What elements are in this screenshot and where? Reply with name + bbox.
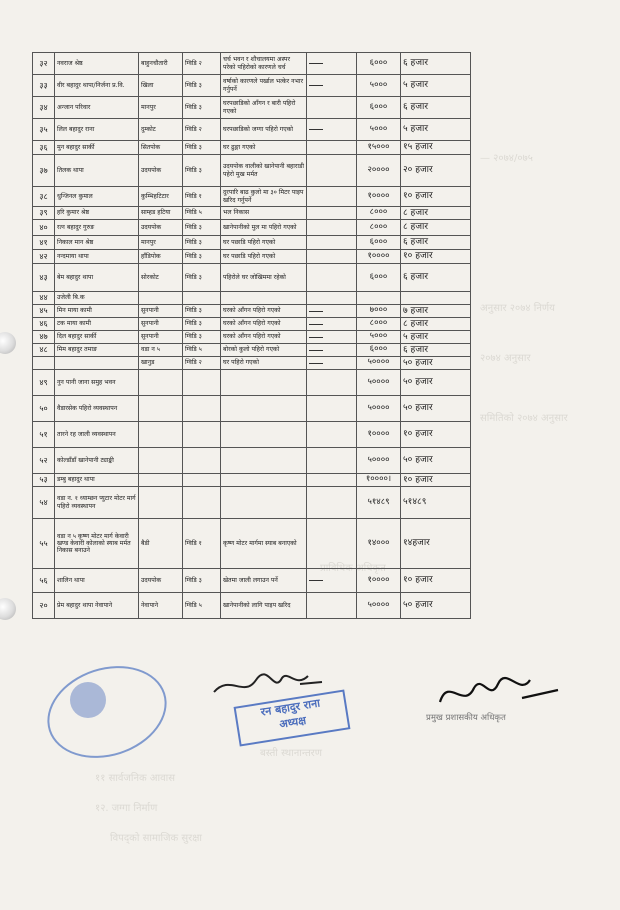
cell-place: सुनपानी xyxy=(139,305,183,318)
table-row xyxy=(33,422,471,448)
cell-name: वैडारसेक पहिरो व्यवस्थापन xyxy=(55,396,139,422)
cell-sn: ३४ xyxy=(33,97,55,119)
cell-amount: १०००० xyxy=(357,569,401,593)
cell-amount: ५००० xyxy=(357,331,401,344)
table-row xyxy=(33,519,471,569)
cell-place: वडा न ५ xyxy=(139,344,183,357)
cell-ward: ग्विडि २ xyxy=(183,119,221,141)
cell-total xyxy=(401,292,471,305)
cell-total: ८ हजार xyxy=(401,220,471,236)
cell-place xyxy=(139,487,183,519)
cell-total: १० हजार xyxy=(401,474,471,487)
bleed-through-text: समितिको २०७४ अनुसार xyxy=(480,413,568,424)
cell-total: १० हजार xyxy=(401,187,471,207)
cell-ward xyxy=(183,487,221,519)
cell-total: ५ हजार xyxy=(401,119,471,141)
bleed-through-text: — २०७४/०७५ xyxy=(480,153,533,164)
cell-place: उदयपोक xyxy=(139,220,183,236)
cell-amount: ६००० xyxy=(357,344,401,357)
cell-name: प्रेम बहादुर थापा नेवापाने xyxy=(55,593,139,619)
cell-ward: ग्विडि ३ xyxy=(183,75,221,97)
cell-sn: ३७ xyxy=(33,155,55,187)
cell-sn: ४८ xyxy=(33,344,55,357)
cell-place xyxy=(139,370,183,396)
bleed-through-text: विपद्को सामाजिक सुरक्षा xyxy=(110,833,202,844)
arrow-mark xyxy=(307,569,357,593)
cell-sn: २० xyxy=(33,593,55,619)
cell-name: दिल बहादुर सार्की xyxy=(55,331,139,344)
cell-total: ६ हजार xyxy=(401,344,471,357)
cell-name: वडा न ५ कृष्ण मोटर मार्ग केवारी खण्ड केवारी कोलाको स्याब मर्मत निकास बनाउने xyxy=(55,519,139,569)
officer-signature xyxy=(434,672,564,716)
cell-amount: ५००० xyxy=(357,119,401,141)
cell-total: ५ हजार xyxy=(401,331,471,344)
cell-sn xyxy=(33,357,55,370)
cell-ward: ग्विडि ३ xyxy=(183,331,221,344)
cell-ward: ग्विडि ३ xyxy=(183,155,221,187)
cell-amount: ५०००० xyxy=(357,593,401,619)
bleed-through-text: २०७४ अनुसार xyxy=(480,353,531,364)
cell-ward: ग्विडि ३ xyxy=(183,318,221,331)
cell-sn: ४२ xyxy=(33,250,55,264)
cell-ward: ग्विडि ३ xyxy=(183,250,221,264)
arrow-mark xyxy=(307,292,357,305)
bleed-through-text: अनुसार २०७४ निर्णय xyxy=(480,303,555,314)
arrow-mark xyxy=(307,236,357,250)
cell-ward xyxy=(183,448,221,474)
cell-details: घर पछाडि पहिरो गएको xyxy=(221,250,307,264)
cell-sn: ३५ xyxy=(33,119,55,141)
arrow-line xyxy=(309,324,323,325)
cell-ward xyxy=(183,292,221,305)
cell-ward: ग्विडि ३ xyxy=(183,97,221,119)
cell-name: वीर बहादुर थापा/निर्जना प्र.वि. xyxy=(55,75,139,97)
cell-details xyxy=(221,448,307,474)
cell-place: बाहुनचौतारी xyxy=(139,53,183,75)
cell-name: नन्दमाया थापा xyxy=(55,250,139,264)
cell-amount: ५००० xyxy=(357,75,401,97)
cell-ward xyxy=(183,474,221,487)
arrow-mark xyxy=(307,207,357,220)
cell-total: १० हजार xyxy=(401,569,471,593)
cell-ward: ग्विडि ३ xyxy=(183,236,221,250)
cell-details: दुरपारि बाढ कुलो मा ३० मिटर पाइप खरिद गर्नुपर्ने xyxy=(221,187,307,207)
cell-total: ६ हजार xyxy=(401,236,471,250)
cell-place: सितपोक xyxy=(139,141,183,155)
table-row xyxy=(33,97,471,119)
cell-amount: ५०००० xyxy=(357,396,401,422)
cell-name: डम्बु बहादुर थापा xyxy=(55,474,139,487)
cell-name: रत्न बहादुर गुरुङ xyxy=(55,220,139,236)
table-row xyxy=(33,53,471,75)
cell-amount: १४००० xyxy=(357,519,401,569)
arrow-mark xyxy=(307,155,357,187)
cell-details: घरको आँगन पहिरो गएको xyxy=(221,331,307,344)
cell-name: टक माया कामी xyxy=(55,318,139,331)
cell-sn: ३६ xyxy=(33,141,55,155)
table-row xyxy=(33,318,471,331)
cell-amount: ५१४८९ xyxy=(357,487,401,519)
cell-name: मुन बहादुर सार्की xyxy=(55,141,139,155)
arrow-mark xyxy=(307,264,357,292)
cell-total: ६ हजार xyxy=(401,264,471,292)
table-row xyxy=(33,448,471,474)
cell-place: साम्हड हटिया xyxy=(139,207,183,220)
cell-name: मिम बहादुर तमाङ xyxy=(55,344,139,357)
cell-total: १४हजार xyxy=(401,519,471,569)
seal-emblem xyxy=(70,682,106,718)
cell-sn: ४९ xyxy=(33,370,55,396)
table-row xyxy=(33,593,471,619)
cell-sn: ४३ xyxy=(33,264,55,292)
arrow-mark xyxy=(307,519,357,569)
cell-details: उदयपोक वालीको खानेपानी बहाराडी पहेरो मुख मर्मत xyxy=(221,155,307,187)
cell-amount: २०००० xyxy=(357,155,401,187)
cell-total: ५० हजार xyxy=(401,396,471,422)
cell-name: अन्जान परिवार xyxy=(55,97,139,119)
arrow-mark xyxy=(307,344,357,357)
table-row xyxy=(33,344,471,357)
cell-sn: ५१ xyxy=(33,422,55,448)
cell-place xyxy=(139,396,183,422)
cell-details xyxy=(221,422,307,448)
cell-name: तारने रह जाली व्यवस्थापन xyxy=(55,422,139,448)
cell-ward: ग्विडि २ xyxy=(183,53,221,75)
table-row xyxy=(33,119,471,141)
cell-ward: ग्विडि ३ xyxy=(183,264,221,292)
cell-place xyxy=(139,422,183,448)
table-row xyxy=(33,474,471,487)
cell-amount: १५००० xyxy=(357,141,401,155)
cell-place xyxy=(139,448,183,474)
cell-name: निकाल मान श्रेष्ठ xyxy=(55,236,139,250)
arrow-line xyxy=(309,85,323,86)
cell-total: ८ हजार xyxy=(401,318,471,331)
cell-amount: ६००० xyxy=(357,97,401,119)
cell-place: सुनपानी xyxy=(139,331,183,344)
cell-place: मानपुर xyxy=(139,236,183,250)
cell-ward: ग्विडि ३ xyxy=(183,220,221,236)
cell-sn: ३३ xyxy=(33,75,55,97)
cell-details: पहिरोले घर जोखिममा रहेको xyxy=(221,264,307,292)
cell-details xyxy=(221,292,307,305)
table-row xyxy=(33,487,471,519)
arrow-mark xyxy=(307,370,357,396)
stamp-title: अध्यक्ष xyxy=(278,713,307,731)
table-row xyxy=(33,220,471,236)
cell-amount: ८००० xyxy=(357,207,401,220)
cell-name: मिन माया कामी xyxy=(55,305,139,318)
arrow-mark xyxy=(307,220,357,236)
cell-details: खेतमा जाली लगाउन पर्ने xyxy=(221,569,307,593)
cell-place: सुनपानी xyxy=(139,318,183,331)
cell-sn: ४१ xyxy=(33,236,55,250)
arrow-mark xyxy=(307,141,357,155)
cell-details: खानेपानीको मुल मा पहिरो गएको xyxy=(221,220,307,236)
arrow-mark xyxy=(307,318,357,331)
cell-total: ५० हजार xyxy=(401,593,471,619)
table-row xyxy=(33,569,471,593)
cell-name: तिलक थापा xyxy=(55,155,139,187)
arrow-line xyxy=(309,337,323,338)
cell-details: घरको आँगन पहिरो गएको xyxy=(221,318,307,331)
cell-amount: ८००० xyxy=(357,318,401,331)
cell-total: १० हजार xyxy=(401,422,471,448)
arrow-line xyxy=(309,350,323,351)
cell-details: घरपछाडिको आँगन र बारी पहिरो गएको xyxy=(221,97,307,119)
bleed-through-text: ११ सार्वजनिक आवास xyxy=(95,773,176,784)
arrow-mark xyxy=(307,396,357,422)
cell-sn: ४७ xyxy=(33,331,55,344)
table-row xyxy=(33,292,471,305)
cell-place: उदयपोक xyxy=(139,569,183,593)
cell-place xyxy=(139,292,183,305)
table-row xyxy=(33,236,471,250)
arrow-mark xyxy=(307,305,357,318)
bleed-through-text: बस्ती स्थानान्तरण xyxy=(260,748,322,759)
cell-total: १० हजार xyxy=(401,250,471,264)
cell-amount: ५०००० xyxy=(357,357,401,370)
cell-details: घर पछाडि पहिरो गएको xyxy=(221,236,307,250)
cell-sn: ५० xyxy=(33,396,55,422)
cell-name: धुन्जिनल कुमाल xyxy=(55,187,139,207)
cell-amount: ६००० xyxy=(357,264,401,292)
cell-details: खानेपानीको लागि पाइप खरिद xyxy=(221,593,307,619)
arrow-mark xyxy=(307,97,357,119)
cell-place: दुम्कोट xyxy=(139,119,183,141)
arrow-line xyxy=(309,311,323,312)
cell-place: कुम्भिहटिटार xyxy=(139,187,183,207)
arrow-mark xyxy=(307,474,357,487)
cell-sn: ३२ xyxy=(33,53,55,75)
cell-place: नेवापाने xyxy=(139,593,183,619)
arrow-mark xyxy=(307,75,357,97)
cell-details: घर पहिरो गएको xyxy=(221,357,307,370)
cell-name: शालिन थापा xyxy=(55,569,139,593)
cell-details: वर्षाको कारणले पर्खाल भत्केर नभार गर्नुपर्ने xyxy=(221,75,307,97)
cell-amount: ६००० xyxy=(357,236,401,250)
cell-place: उदयपोक xyxy=(139,155,183,187)
cell-place: हाँडिपोक xyxy=(139,250,183,264)
cell-details: घर ढुङ्गा गएको xyxy=(221,141,307,155)
cell-details xyxy=(221,474,307,487)
stamp-name: रन बहादुर राना xyxy=(259,696,321,719)
cell-place xyxy=(139,474,183,487)
cell-amount: ५०००० xyxy=(357,370,401,396)
table-row xyxy=(33,331,471,344)
table-row xyxy=(33,264,471,292)
cell-amount: ८००० xyxy=(357,220,401,236)
cell-details xyxy=(221,370,307,396)
table-row xyxy=(33,357,471,370)
punch-hole xyxy=(0,598,16,620)
cell-sn: ४५ xyxy=(33,305,55,318)
cell-details: घरको आँगन पहिरो गएको xyxy=(221,305,307,318)
table-row xyxy=(33,75,471,97)
arrow-mark xyxy=(307,357,357,370)
cell-total: १५ हजार xyxy=(401,141,471,155)
table-row xyxy=(33,370,471,396)
cell-name: हरि कुमार श्रेष्ठ xyxy=(55,207,139,220)
arrow-line xyxy=(309,63,323,64)
bleed-through-text: प्राविधिक अधिकृत xyxy=(320,563,386,574)
cell-amount: १०००० xyxy=(357,187,401,207)
arrow-mark xyxy=(307,187,357,207)
cell-ward: ग्विडि ५ xyxy=(183,593,221,619)
cell-amount: ५०००० xyxy=(357,448,401,474)
arrow-mark xyxy=(307,119,357,141)
cell-ward: ग्विडि ३ xyxy=(183,569,221,593)
arrow-mark xyxy=(307,422,357,448)
cell-amount: १०००० xyxy=(357,250,401,264)
cell-name: उजेली बि.क xyxy=(55,292,139,305)
cell-sn: ४० xyxy=(33,220,55,236)
cell-details: चर्च भवन र शौचालयमा अस्पर परेको पहिरोको कारणले चर्च xyxy=(221,53,307,75)
cell-place: खिला xyxy=(139,75,183,97)
cell-details: भल निकास xyxy=(221,207,307,220)
cell-place: सोरकोट xyxy=(139,264,183,292)
cell-name xyxy=(55,357,139,370)
cell-amount: १००००। xyxy=(357,474,401,487)
arrow-mark xyxy=(307,593,357,619)
cell-details: कृष्ण मोटर मार्गमा स्याब बनाएको xyxy=(221,519,307,569)
cell-total: ५१४८९ xyxy=(401,487,471,519)
relief-table xyxy=(32,52,471,619)
cell-details xyxy=(221,487,307,519)
table-row xyxy=(33,396,471,422)
cell-ward: ग्विडि १ xyxy=(183,519,221,569)
table-row xyxy=(33,250,471,264)
table-row xyxy=(33,207,471,220)
arrow-mark xyxy=(307,448,357,474)
cell-total: ६ हजार xyxy=(401,97,471,119)
cell-total: ५० हजार xyxy=(401,370,471,396)
cell-ward xyxy=(183,396,221,422)
cell-sn: ५४ xyxy=(33,487,55,519)
cell-name: कोल्डाँडाँ खानेपानी ट्याङ्की xyxy=(55,448,139,474)
cell-ward: ग्विडि ३ xyxy=(183,141,221,155)
cell-ward: ग्विडि ३ xyxy=(183,305,221,318)
cell-amount: १०००० xyxy=(357,422,401,448)
arrow-mark xyxy=(307,487,357,519)
round-office-seal xyxy=(35,651,178,772)
bleed-through-text: १२. जग्गा निर्माण xyxy=(95,803,158,814)
arrow-mark xyxy=(307,53,357,75)
cell-ward: ग्विडि २ xyxy=(183,357,221,370)
cell-name: बेम बहादुर थापा xyxy=(55,264,139,292)
cell-sn: ४६ xyxy=(33,318,55,331)
cell-ward xyxy=(183,370,221,396)
arrow-line xyxy=(309,580,323,581)
cell-place: खानुड xyxy=(139,357,183,370)
cell-name: नवराज श्रेष्ठ xyxy=(55,53,139,75)
table-row xyxy=(33,141,471,155)
punch-hole xyxy=(0,332,16,354)
cell-total: ६ हजार xyxy=(401,53,471,75)
cell-total: २० हजार xyxy=(401,155,471,187)
cell-sn: ३८ xyxy=(33,187,55,207)
cell-amount xyxy=(357,292,401,305)
cell-details xyxy=(221,396,307,422)
cell-total: ५० हजार xyxy=(401,357,471,370)
arrow-mark xyxy=(307,331,357,344)
cell-name: नुन पानी जाना समुह भवन xyxy=(55,370,139,396)
cell-total: ५० हजार xyxy=(401,448,471,474)
cell-sn: ५३ xyxy=(33,474,55,487)
cell-sn: ५५ xyxy=(33,519,55,569)
cell-name: लिल बहादुर राना xyxy=(55,119,139,141)
cell-sn: ५२ xyxy=(33,448,55,474)
cell-ward: ग्विडि ५ xyxy=(183,344,221,357)
arrow-mark xyxy=(307,250,357,264)
table-row xyxy=(33,155,471,187)
cell-place: मानपुर xyxy=(139,97,183,119)
arrow-line xyxy=(309,129,323,130)
cell-ward: ग्विडि १ xyxy=(183,187,221,207)
table-row xyxy=(33,187,471,207)
cell-name: वडा न. १ ध्याम्छन प्युटार मोटर मार्ग पहिरो व्यवस्थापन xyxy=(55,487,139,519)
cell-sn: ३९ xyxy=(33,207,55,220)
cell-total: ५ हजार xyxy=(401,75,471,97)
cell-amount: ६००० xyxy=(357,53,401,75)
cell-sn: ५६ xyxy=(33,569,55,593)
cell-details: घरपछाडिको जग्गा पहिरो गएको xyxy=(221,119,307,141)
arrow-line xyxy=(309,363,323,364)
cell-sn: ४४ xyxy=(33,292,55,305)
cell-details: बोरको कुलो पहिरो गएको xyxy=(221,344,307,357)
cell-total: ८ हजार xyxy=(401,207,471,220)
officer-title: प्रमुख प्रशासकीय अधिकृत xyxy=(426,713,506,723)
cell-ward: ग्विडि ५ xyxy=(183,207,221,220)
cell-total: ७ हजार xyxy=(401,305,471,318)
cell-ward xyxy=(183,422,221,448)
table-row xyxy=(33,305,471,318)
cell-place: बैडी xyxy=(139,519,183,569)
cell-amount: ७००० xyxy=(357,305,401,318)
